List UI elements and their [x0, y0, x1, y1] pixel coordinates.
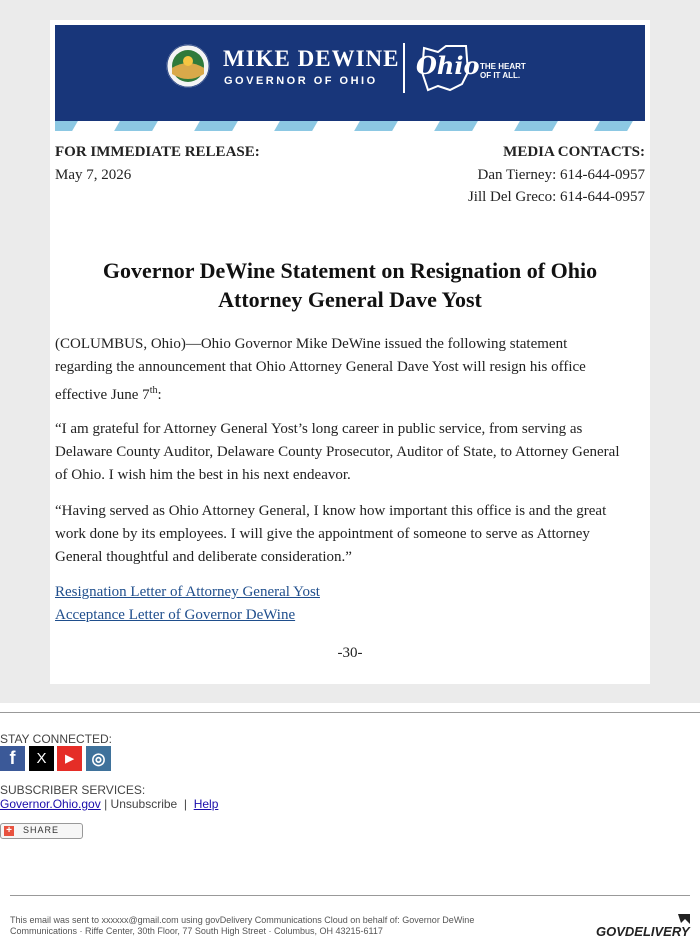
instagram-glyph: ◎	[91, 750, 106, 768]
headline	[55, 256, 645, 314]
banner-divider	[403, 43, 405, 93]
governor-title: GOVERNOR OF OHIO	[224, 75, 378, 87]
headline-line: Attorney General Dave Yost	[218, 287, 482, 312]
paragraph-line: regarding the announcement that Ohio Attorney General Dave Yost will resign his office	[55, 359, 586, 375]
headline-line: Governor DeWine Statement on Resignation of Ohio	[102, 258, 598, 283]
paragraph-quote-2	[55, 500, 648, 569]
paragraph-line: Delaware County Auditor, Delaware County Prosecutor, Auditor of State, to Attorney General	[55, 444, 620, 460]
release-label: FOR IMMEDIATE RELEASE:	[55, 144, 260, 160]
share-button[interactable]	[0, 823, 83, 839]
superscript: th	[149, 385, 158, 396]
paragraph-quote-1	[55, 418, 648, 487]
ohio-logo	[416, 42, 480, 94]
share-label: SHARE	[23, 825, 60, 835]
unsubscribe-link[interactable]: Unsubscribe	[110, 797, 178, 811]
tagline-line-2: OF IT ALL.	[480, 71, 521, 80]
facebook-glyph: f	[9, 748, 16, 768]
paragraph-line: General thoughtful and deliberate consideration.”	[55, 549, 352, 565]
press-release-card	[50, 20, 650, 684]
paragraph-line: (COLUMBUS, Ohio)—Ohio Governor Mike DeWine issued the following statement	[55, 336, 568, 352]
paragraph-line: “I am grateful for Attorney General Yost’s long career in public service, from serving as	[55, 421, 583, 437]
paragraph-line	[55, 379, 648, 407]
release-date: May 7, 2026	[55, 167, 132, 183]
x-icon[interactable]	[29, 746, 54, 771]
separator: |	[177, 797, 194, 811]
paragraph-line: “Having served as Ohio Attorney General, I know how important this office is and the great	[55, 503, 607, 519]
paragraph-line: of Ohio. I wish him the best in his next endeavor.	[55, 467, 351, 483]
end-mark: -30-	[337, 645, 363, 661]
stay-connected-label: STAY CONNECTED:	[0, 732, 113, 746]
header-banner	[55, 25, 645, 131]
resignation-letter-link[interactable]: Resignation Letter of Attorney General Yost	[55, 584, 320, 600]
ohio-seal-icon	[166, 44, 210, 88]
instagram-icon[interactable]	[86, 746, 111, 771]
media-contacts-label: MEDIA CONTACTS:	[503, 144, 645, 160]
fine-print: Communications · Riffe Center, 30th Floor, 77 South High Street · Columbus, OH 43215-6117	[10, 926, 383, 936]
media-contact: Jill Del Greco: 614-644-0957	[467, 189, 645, 205]
governor-name: MIKE DEWINE	[223, 46, 400, 71]
footer-divider	[0, 712, 700, 713]
youtube-icon[interactable]	[57, 746, 82, 771]
help-link[interactable]: Help	[193, 797, 219, 811]
governor-site-link[interactable]: Governor.Ohio.gov	[0, 797, 101, 811]
banner-stripe	[55, 121, 645, 131]
tagline-line-1: THE HEART	[480, 62, 526, 71]
subscriber-links	[0, 797, 218, 811]
paragraph-intro	[55, 333, 648, 407]
paragraph-text: :	[157, 387, 162, 403]
govdelivery-logo: GOVDELIVERY	[596, 924, 690, 939]
bottom-divider	[10, 895, 690, 896]
subscriber-services-label: SUBSCRIBER SERVICES:	[0, 783, 146, 797]
add-icon: +	[4, 826, 14, 836]
fine-print: This email was sent to xxxxxx@gmail.com using govDelivery Communications Cloud on behalf of: Governor DeWine	[10, 915, 475, 925]
govdelivery-mark-icon	[678, 914, 690, 924]
youtube-glyph: ▶	[65, 753, 74, 765]
ohio-logo-text: Ohio	[416, 51, 480, 80]
separator: |	[100, 797, 111, 811]
facebook-icon[interactable]	[0, 746, 25, 771]
acceptance-letter-link[interactable]: Acceptance Letter of Governor DeWine	[55, 607, 296, 623]
x-glyph: X	[36, 750, 47, 767]
paragraph-text: effective June 7	[55, 387, 150, 403]
paragraph-line: work done by its employees. I will give the appointment of someone to serve as Attorney	[55, 526, 590, 542]
media-contact: Dan Tierney: 614-644-0957	[477, 167, 645, 183]
